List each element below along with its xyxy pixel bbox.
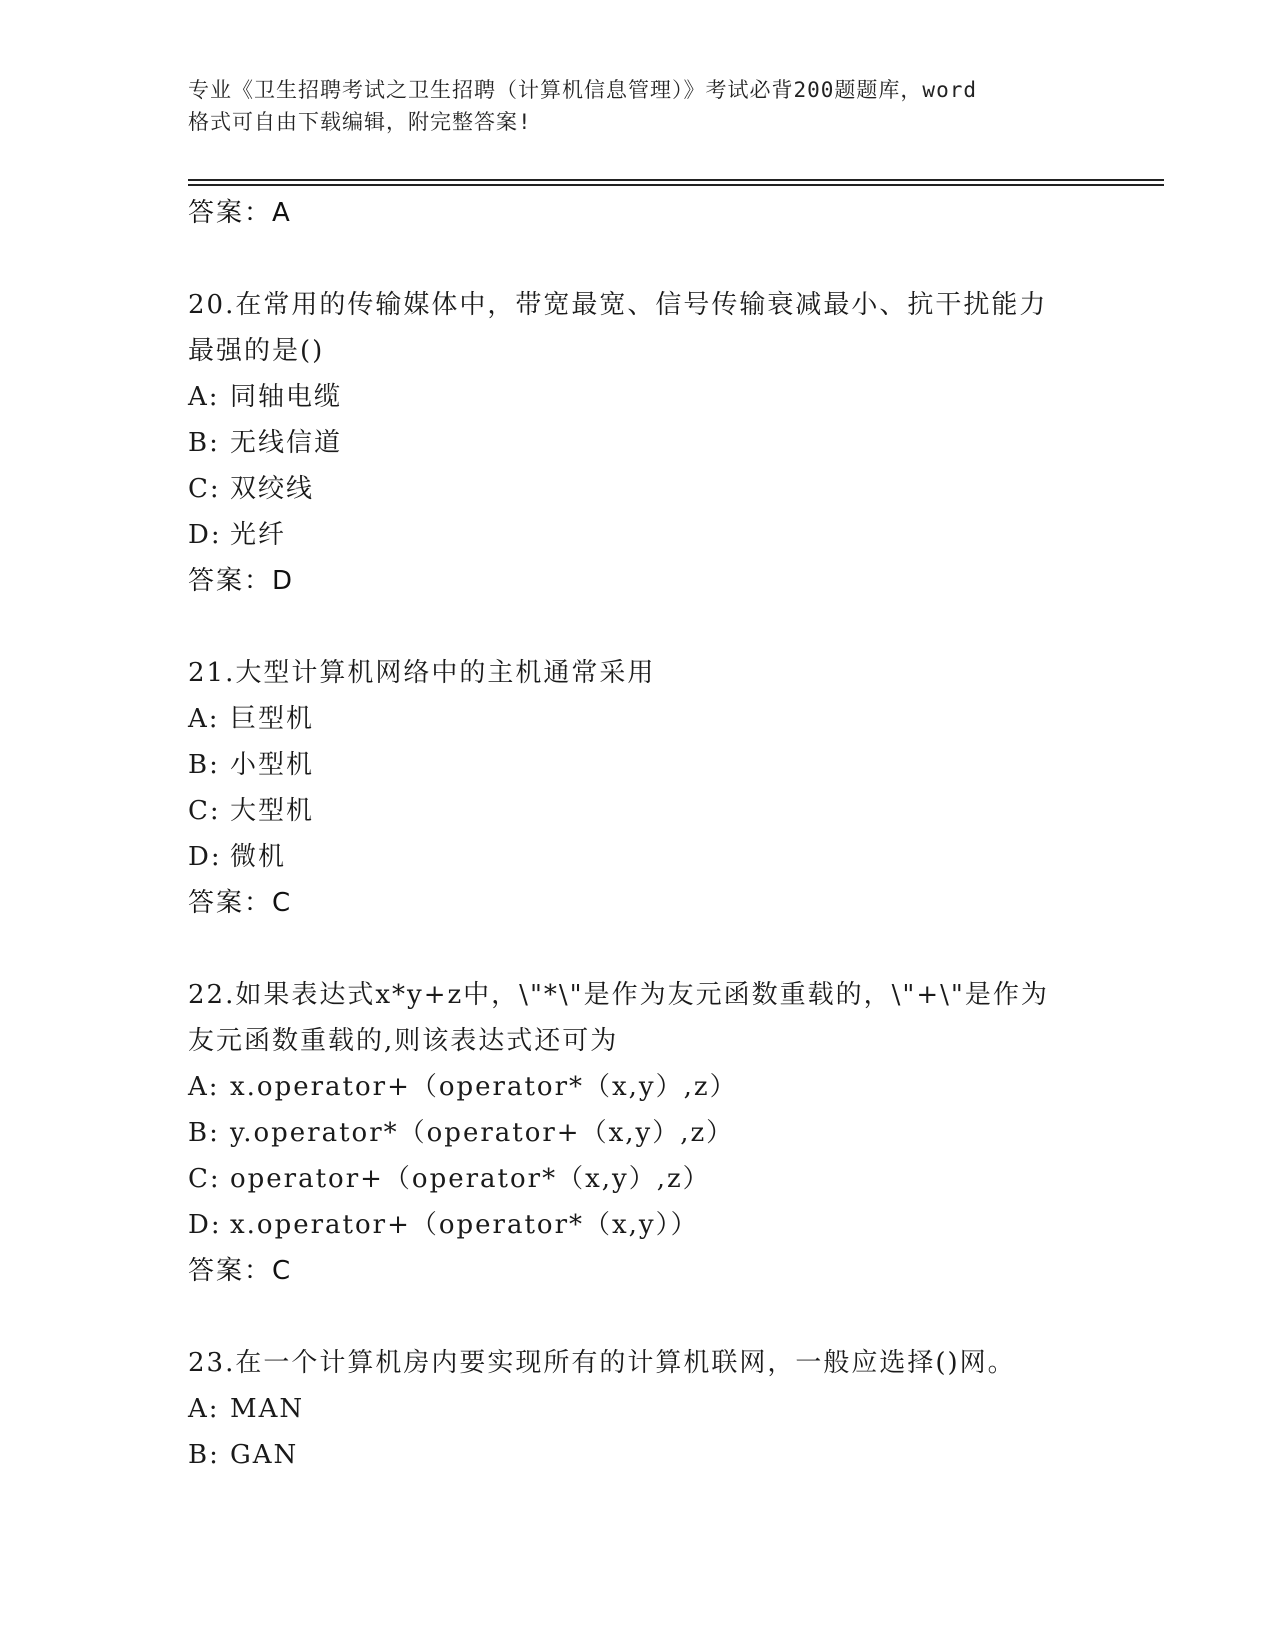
question-stem: 22.如果表达式x*y+z中，\"*\"是作为友元函数重载的，\"+\"是作为 [188, 980, 1049, 1010]
option-c [188, 466, 1148, 512]
option-text: 光纤 [230, 520, 287, 550]
answer: 答案：C [188, 1256, 293, 1286]
option-text: 大型机 [230, 796, 315, 826]
option-text: operator+（operator*（x,y）,z） [230, 1164, 711, 1194]
option-d [188, 1202, 1148, 1248]
header-rule-bottom [188, 184, 1164, 186]
option-label: B: [188, 750, 220, 780]
header-line-1: 专业《卫生招聘考试之卫生招聘（计算机信息管理）》考试必背200题题库，word [188, 78, 977, 102]
option-label: C: [188, 796, 221, 826]
option-label: A: [188, 704, 220, 734]
option-label: C: [188, 1164, 221, 1194]
option-text: GAN [230, 1440, 299, 1470]
option-label: C: [188, 474, 221, 504]
answer: 答案：D [188, 566, 295, 596]
option-label: D: [188, 520, 222, 550]
option-d [188, 512, 1148, 558]
header-line-2: 格式可自由下载编辑，附完整答案! [188, 110, 532, 134]
answer: 答案：C [188, 888, 293, 918]
header-rule-top [188, 179, 1164, 181]
option-text: 小型机 [230, 750, 315, 780]
option-b [188, 420, 1148, 466]
option-text: 微机 [230, 842, 287, 872]
option-c [188, 788, 1148, 834]
option-text: x.operator+（operator*（x,y）,z） [230, 1072, 738, 1102]
option-a [188, 1386, 1148, 1432]
previous-answer: 答案：A [188, 198, 292, 228]
option-text: x.operator+（operator*（x,y）） [230, 1210, 699, 1240]
question-stem: 21.大型计算机网络中的主机通常采用 [188, 658, 656, 688]
question-stem: 20.在常用的传输媒体中，带宽最宽、信号传输衰减最小、抗干扰能力 [188, 290, 1048, 320]
option-a [188, 374, 1148, 420]
option-c [188, 1156, 1148, 1202]
option-b [188, 1110, 1148, 1156]
question-stem: 23.在一个计算机房内要实现所有的计算机联网，一般应选择()网。 [188, 1348, 1016, 1378]
option-text: 双绞线 [230, 474, 315, 504]
option-label: D: [188, 1210, 222, 1240]
option-text: 同轴电缆 [230, 382, 343, 412]
question-stem-continued: 友元函数重载的,则该表达式还可为 [188, 1026, 619, 1056]
option-b [188, 742, 1148, 788]
question-content [188, 190, 1148, 1478]
option-b [188, 1432, 1148, 1478]
option-d [188, 834, 1148, 880]
option-label: D: [188, 842, 222, 872]
option-text: y.operator*（operator+（x,y）,z） [230, 1118, 735, 1148]
option-a [188, 696, 1148, 742]
document-header [188, 74, 1088, 138]
option-label: A: [188, 1394, 220, 1424]
question-22 [188, 972, 1148, 1294]
option-label: B: [188, 1440, 220, 1470]
question-20 [188, 282, 1148, 604]
option-text: 无线信道 [230, 428, 343, 458]
option-a [188, 1064, 1148, 1110]
option-text: 巨型机 [230, 704, 315, 734]
option-label: B: [188, 1118, 220, 1148]
option-label: B: [188, 428, 220, 458]
question-23 [188, 1340, 1148, 1478]
question-stem-continued: 最强的是() [188, 336, 325, 366]
question-21 [188, 650, 1148, 926]
option-label: A: [188, 1072, 220, 1102]
option-label: A: [188, 382, 220, 412]
option-text: MAN [230, 1394, 305, 1424]
